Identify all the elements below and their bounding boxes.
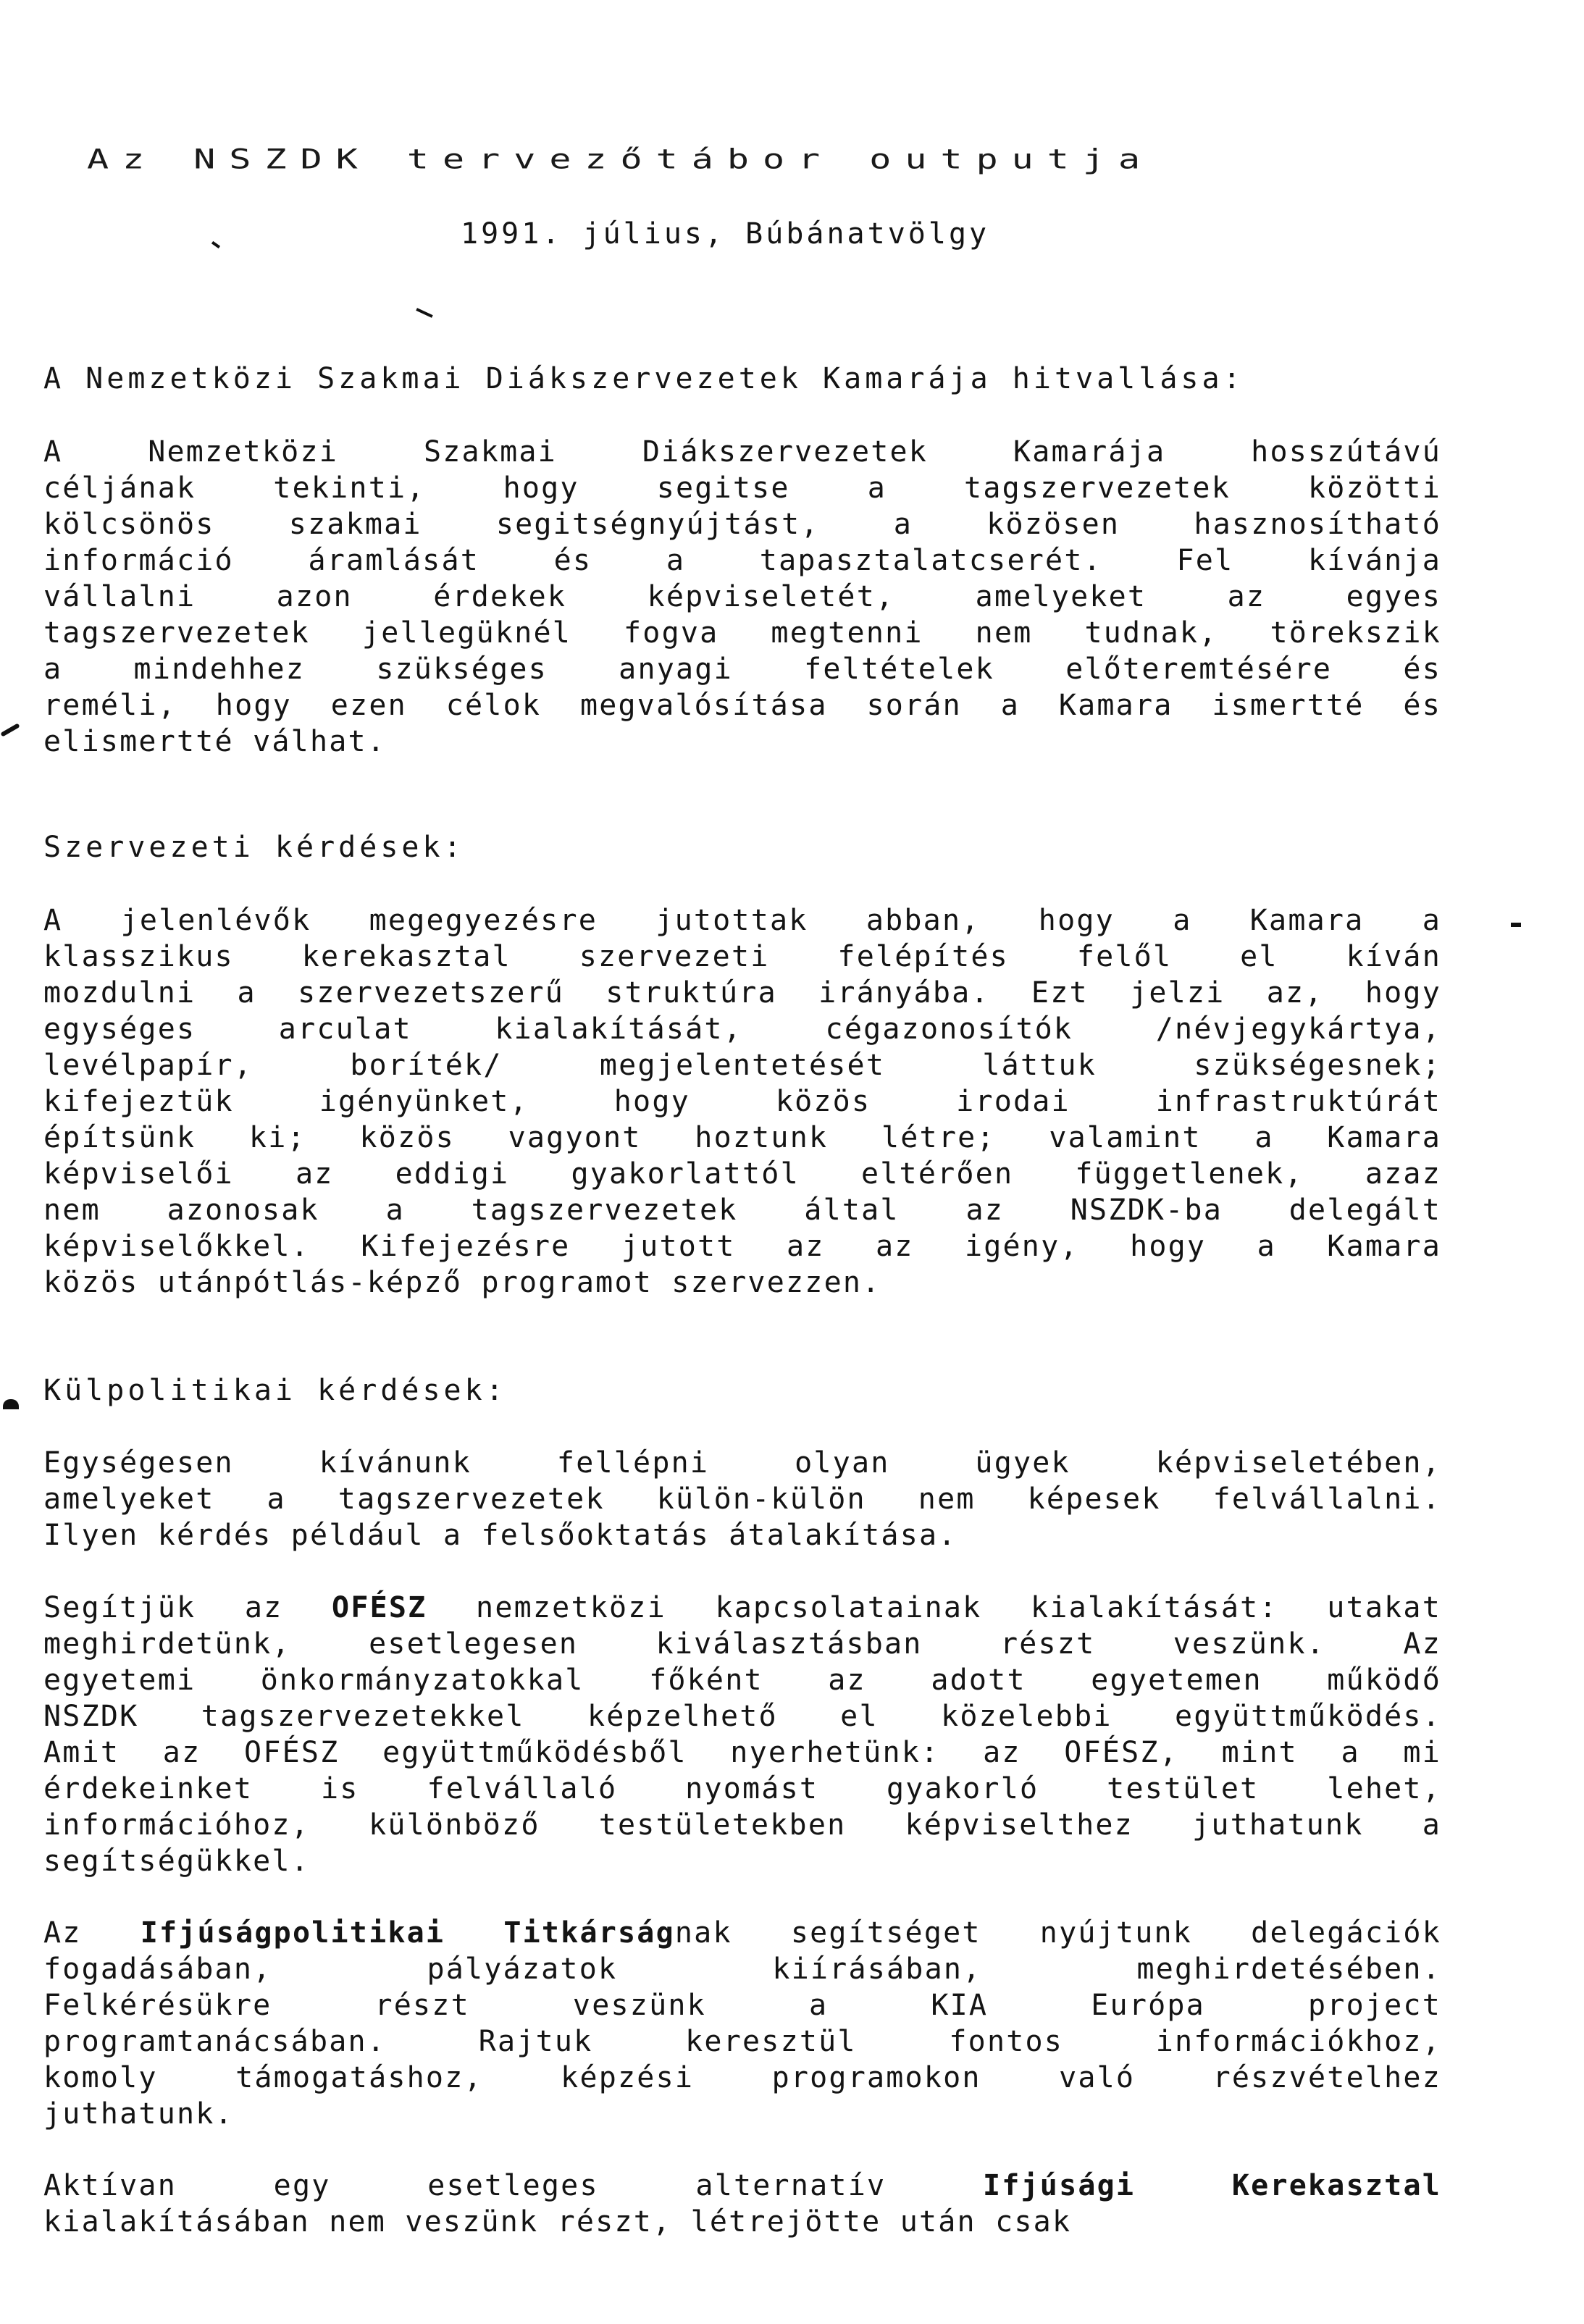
text-line: segítségükkel. — [43, 1845, 310, 1878]
text-line: információhoz, különböző testületekben képviselthez juthatunk a — [43, 1808, 1441, 1842]
text-line: A Nemzetközi Szakmai Diákszervezetek Kamarája hosszútávú — [43, 435, 1441, 469]
paragraph-foreign-policy-ofesz — [43, 1590, 1441, 1879]
paragraph-foreign-policy-secretariat — [43, 1915, 1441, 2132]
text-line: vállalni azon érdekek képviseletét, amelyeket az egyes — [43, 580, 1441, 613]
text-line: kialakításában nem veszünk részt, létrejötte után csak — [43, 2205, 1072, 2239]
text-line: reméli, hogy ezen célok megvalósítása során a Kamara ismertté és — [43, 689, 1441, 722]
text-line: programtanácsában. Rajtuk keresztül fontos információkhoz, — [43, 2025, 1441, 2058]
scan-speck — [211, 241, 220, 248]
text-line: klasszikus kerekasztal szervezeti felépítés felől el kíván — [43, 940, 1441, 973]
text-line: Aktívan egy esetleges alternatív Ifjúsági Kerekasztal — [43, 2169, 1442, 2202]
text-line: kifejeztük igényünket, hogy közös irodai infrastruktúrát — [43, 1085, 1441, 1118]
text-line: képviselői az eddigi gyakorlattól eltérően függetlenek, azaz — [43, 1157, 1441, 1191]
text-line: céljának tekinti, hogy segitse a tagszervezetek közötti — [43, 471, 1441, 505]
bold-text: Ifjúságpolitikai Titkárság — [140, 1916, 675, 1950]
text-line: nem azonosak a tagszervezetek által az NSZDK-ba delegált — [43, 1194, 1441, 1227]
text-line: elismertté válhat. — [43, 725, 387, 758]
text-line: érdekeinket is felvállaló nyomást gyakorló testület lehet, — [43, 1772, 1441, 1805]
text-line: juthatunk. — [43, 2097, 234, 2131]
text-line: Ilyen kérdés például a felsőoktatás átalakítása. — [43, 1519, 957, 1552]
paragraph-organizational — [43, 902, 1441, 1301]
document-title: Az NSZDK tervezőtábor outputja — [87, 143, 1155, 175]
text-line: A jelenlévők megegyezésre jutottak abban, hogy a Kamara a — [43, 904, 1441, 937]
scan-speck — [0, 723, 20, 737]
text-line: a mindehhez szükséges anyagi feltételek előteremtésére és — [43, 653, 1441, 686]
bold-text: Ifjúsági Kerekasztal — [982, 2169, 1442, 2202]
paragraph-credo — [43, 434, 1441, 760]
text-line: NSZDK tagszervezetekkel képzelhető el közelebbi együttműködés. — [43, 1700, 1441, 1733]
text-line: közös utánpótlás-képző programot szervezzen. — [43, 1266, 881, 1299]
text-line: meghirdetünk, esetlegesen kiválasztásban részt veszünk. Az — [43, 1627, 1441, 1661]
text-line: kölcsönös szakmai segitségnyújtást, a közösen hasznosítható — [43, 508, 1441, 541]
scan-speck — [416, 308, 432, 318]
text-line: Felkérésükre részt veszünk a KIA Európa project — [43, 1989, 1441, 2022]
section-heading-organizational: Szervezeti kérdések: — [43, 831, 465, 864]
text-line: Segítjük az OFÉSZ nemzetközi kapcsolatainak kialakítását: utakat — [43, 1591, 1441, 1624]
paragraph-foreign-policy-1 — [43, 1445, 1441, 1553]
text-line: képviselőkkel. Kifejezésre jutott az az igény, hogy a Kamara — [43, 1230, 1441, 1263]
text-line: Egységesen kívánunk fellépni olyan ügyek képviseletében, — [43, 1446, 1441, 1480]
text-line: egyetemi önkormányzatokkal főként az adott egyetemen működő — [43, 1664, 1441, 1697]
text-line: mozdulni a szervezetszerű struktúra irányába. Ezt jelzi az, hogy — [43, 976, 1441, 1010]
text-line: fogadásában, pályázatok kiírásában, meghirdetésében. — [43, 1952, 1441, 1986]
text-line: információ áramlását és a tapasztalatcserét. Fel kívánja — [43, 544, 1441, 577]
text-line: építsünk ki; közös vagyont hoztunk létre; valamint a Kamara — [43, 1121, 1441, 1154]
text-line: Az Ifjúságpolitikai Titkárságnak segítséget nyújtunk delegációk — [43, 1916, 1441, 1950]
text-line: komoly támogatáshoz, képzési programokon való részvételhez — [43, 2061, 1441, 2094]
scan-speck — [3, 1399, 19, 1409]
section-heading-foreign-policy: Külpolitikai kérdések: — [43, 1374, 507, 1407]
text-line: egységes arculat kialakítását, cégazonosítók /névjegykártya, — [43, 1012, 1441, 1046]
paragraph-foreign-policy-roundtable — [43, 2168, 1441, 2240]
bold-text: OFÉSZ — [332, 1591, 427, 1624]
section-heading-credo: A Nemzetközi Szakmai Diákszervezetek Kamarája hitvallása: — [43, 362, 1244, 395]
text-line: amelyeket a tagszervezetek külön-külön nem képesek felvállalni. — [43, 1482, 1441, 1516]
text-line: Amit az OFÉSZ együttműködésből nyerhetünk: az OFÉSZ, mint a mi — [43, 1736, 1441, 1769]
text-line: tagszervezetek jellegüknél fogva megtenni nem tudnak, törekszik — [43, 616, 1441, 650]
text-line: levélpapír, boríték/ megjelentetését láttuk szükségesnek; — [43, 1049, 1441, 1082]
scan-speck — [1511, 923, 1521, 927]
document-date-place: 1991. július, Búbánatvölgy — [461, 217, 990, 251]
